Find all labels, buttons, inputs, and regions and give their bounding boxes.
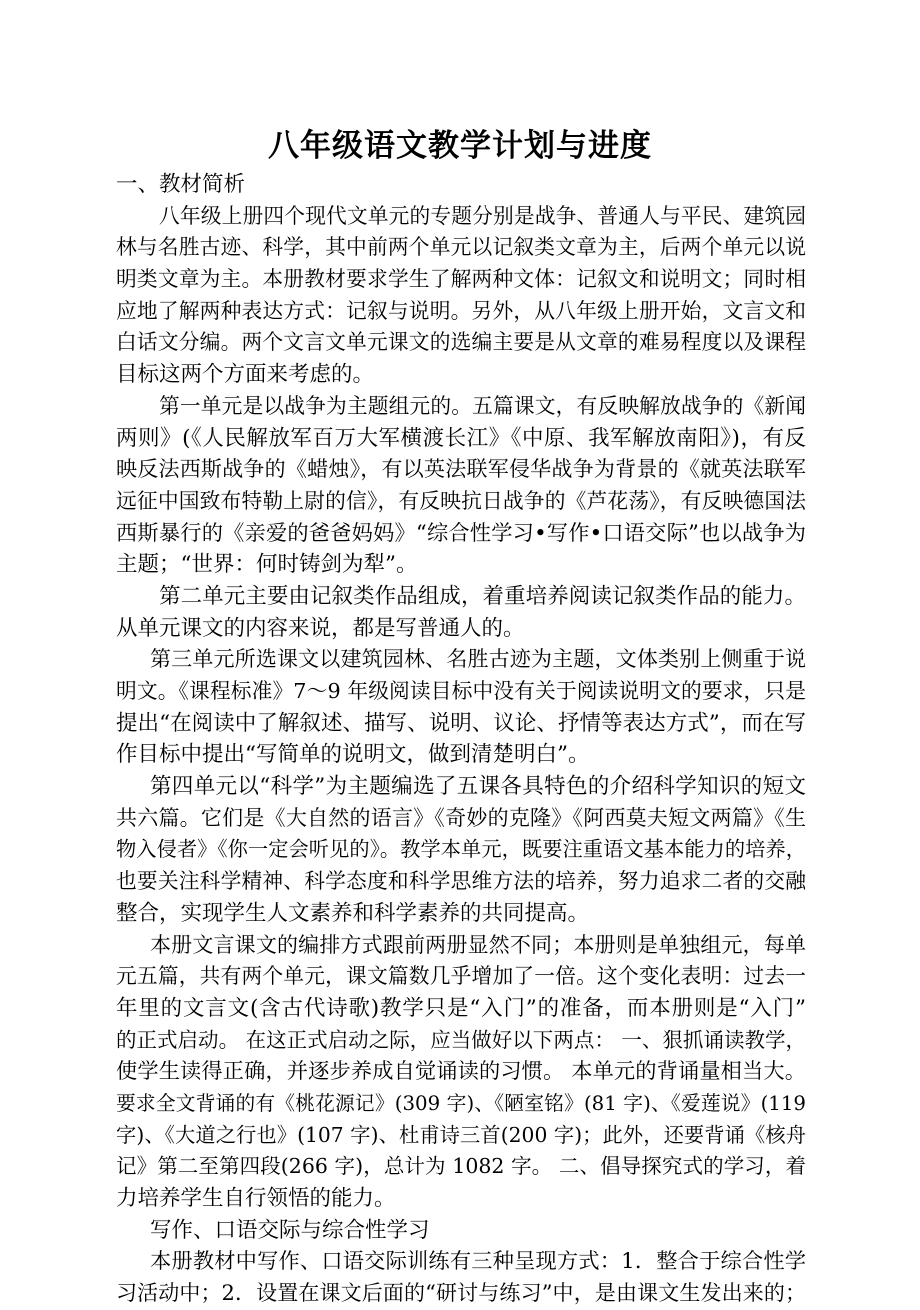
paragraph-line: 白话文分编。两个文言文单元课文的选编主要是从文章的难易程度以及课程 <box>116 330 806 355</box>
paragraph-line: 映反法西斯战争的《蜡烛》，有以英法联军侵华战争为背景的《就英法联军 <box>116 457 806 482</box>
paragraph-line: 西斯暴行的《亲爱的爸爸妈妈》“综合性学习•写作•口语交际”也以战争为 <box>116 520 806 546</box>
paragraph-line: 应地了解两种表达方式：记叙与说明。另外，从八年级上册开始，文言文和 <box>116 298 806 323</box>
paragraph-line: 也要关注科学精神、科学态度和科学思维方法的培养，努力追求二者的交融 <box>116 869 806 894</box>
section-heading: 一、教材简析 <box>116 172 246 197</box>
paragraph-line: 第三单元所选课文以建筑园林、名胜古迹为主题，文体类别上侧重于说 <box>150 647 806 672</box>
document-body <box>116 169 806 1310</box>
paragraph-line: 第四单元以“科学”为主题编选了五课各具特色的介绍科学知识的短文 <box>150 774 806 800</box>
paragraph-line: 习活动中；2．设置在课文后面的“研讨与练习”中，是由课文生发出来的； <box>116 1281 806 1306</box>
paragraph-line: 作目标中提出“写简单的说明文，做到清楚明白”。 <box>116 742 590 768</box>
paragraph-line: 主题；“世界：何时铸剑为犁”。 <box>116 552 418 578</box>
paragraph-line: 本册教材中写作、口语交际训练有三种呈现方式：1．整合于综合性学 <box>150 1249 806 1275</box>
paragraph-line: 第一单元是以战争为主题组元的。五篇课文，有反映解放战争的《新闻 <box>159 393 806 418</box>
paragraph-line: 林与名胜古迹、科学，其中前两个单元以记叙类文章为主，后两个单元以说 <box>116 235 806 260</box>
paragraph-line: 年里的文言文(含古代诗歌)教学只是“入门”的准备，而本册则是“入门” <box>116 995 806 1021</box>
paragraph-line: 力培养学生自行领悟的能力。 <box>116 1186 396 1211</box>
paragraph-line: 从单元课文的内容来说，都是写普通人的。 <box>116 615 525 641</box>
subsection-heading: 写作、口语交际与综合性学习 <box>150 1217 430 1243</box>
paragraph-line: 目标这两个方面来考虑的。 <box>116 362 375 388</box>
paragraph-line: 提出“在阅读中了解叙述、描写、说明、议论、抒情等表达方式”，而在写 <box>116 710 806 736</box>
paragraph-line: 的正式启动。 在这正式启动之际，应当做好以下两点： 一、狠抓诵读教学， <box>116 1027 806 1052</box>
paragraph-line: 共六篇。它们是《大自然的语言》《奇妙的克隆》《阿西莫夫短文两篇》《生 <box>116 805 806 830</box>
paragraph-line: 字)、《大道之行也》(107 字)、杜甫诗三首(200 字)；此外，还要背诵《核舟 <box>116 1122 806 1147</box>
paragraph-line: 远征中国致布特勒上尉的信》，有反映抗日战争的《芦花荡》，有反映德国法 <box>116 488 806 513</box>
paragraph-line: 明文。《课程标准》7～9 年级阅读目标中没有关于阅读说明文的要求，只是 <box>116 679 806 703</box>
paragraph-line: 两则》(《人民解放军百万大军横渡长江》《中原、我军解放南阳》)，有反 <box>116 425 806 451</box>
paragraph-line: 第二单元主要由记叙类作品组成，着重培养阅读记叙类作品的能力。 <box>159 583 806 609</box>
paragraph-line: 记》第二至第四段(266 字)，总计为 1082 字。 二、倡导探究式的学习，着 <box>116 1154 806 1179</box>
paragraph-line: 元五篇，共有两个单元，课文篇数几乎增加了一倍。这个变化表明：过去一 <box>116 964 806 989</box>
document-title: 八年级语文教学计划与进度 <box>268 128 652 164</box>
paragraph-line: 明类文章为主。本册教材要求学生了解两种文体：记叙文和说明文；同时相 <box>116 267 806 292</box>
paragraph-line: 本册文言课文的编排方式跟前两册显然不同；本册则是单独组元，每单 <box>150 932 806 957</box>
paragraph-line: 要求全文背诵的有《桃花源记》(309 字)、《陋室铭》(81 字)、《爱莲说》(119 <box>116 1091 806 1115</box>
paragraph-line: 使学生读得正确，并逐步养成自觉诵读的习惯。 本单元的背诵量相当大。 <box>116 1059 806 1085</box>
paragraph-line: 物入侵者》《你一定会听见的》。教学本单元，既要注重语文基本能力的培养， <box>116 837 806 862</box>
paragraph-line: 八年级上册四个现代文单元的专题分别是战争、普通人与平民、建筑园 <box>159 203 806 228</box>
paragraph-line: 整合，实现学生人文素养和科学素养的共同提高。 <box>116 900 590 926</box>
